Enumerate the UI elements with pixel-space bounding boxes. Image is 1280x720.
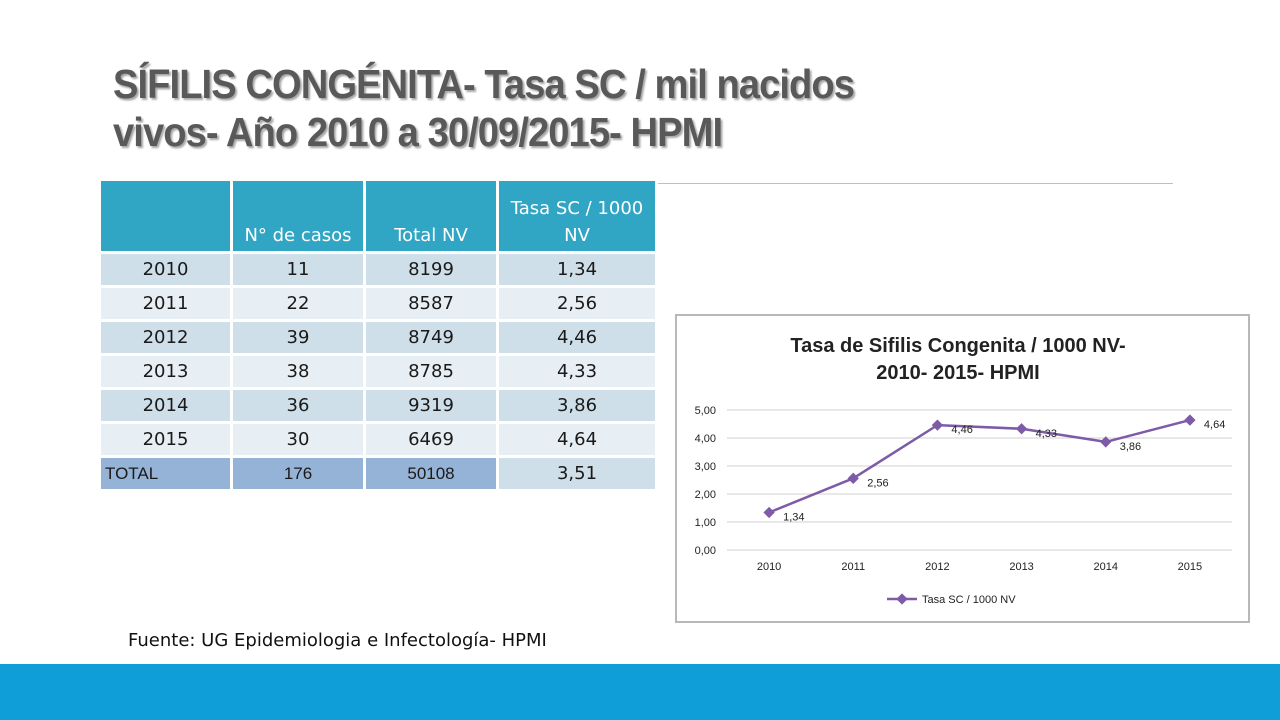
x-tick-label: 2011: [841, 561, 866, 573]
y-tick-label: 5,00: [694, 405, 716, 417]
table-total-row: [101, 458, 658, 492]
y-tick-label: 2,00: [694, 489, 716, 501]
x-tick-label: 2013: [1009, 561, 1034, 573]
total-rate: 3,51: [499, 458, 658, 492]
total-cases: 176: [233, 458, 366, 492]
data-label: 4,64: [1203, 419, 1226, 432]
y-tick-label: 3,00: [694, 461, 716, 473]
cell-rate: 1,34: [499, 254, 658, 288]
data-point: [1184, 414, 1195, 425]
cell-cases: 11: [233, 254, 366, 288]
cell-total-nv: 8587: [366, 288, 499, 322]
x-tick-label: 2014: [1093, 561, 1118, 573]
cases-table: [101, 181, 658, 492]
total-label: TOTAL: [101, 458, 233, 492]
cell-rate: 2,56: [499, 288, 658, 322]
table-row: [101, 254, 658, 288]
header-cell-total-nv: Total NV: [366, 181, 499, 254]
line-chart-svg: [677, 316, 1248, 621]
cell-year: 2010: [101, 254, 233, 288]
cell-year: 2015: [101, 424, 233, 458]
slide-title: [113, 60, 1099, 156]
cell-total-nv: 6469: [366, 424, 499, 458]
table-row: [101, 424, 658, 458]
chart-title-line-2: 2010- 2015- HPMI: [876, 362, 1040, 384]
cell-cases: 38: [233, 356, 366, 390]
data-label: 4,46: [951, 424, 973, 437]
x-tick-label: 2012: [925, 561, 950, 573]
data-label: 2,56: [867, 477, 889, 490]
cell-total-nv: 9319: [366, 390, 499, 424]
cell-year: 2013: [101, 356, 233, 390]
y-tick-label: 0,00: [694, 545, 716, 557]
cell-year: 2014: [101, 390, 233, 424]
cell-total-nv: 8199: [366, 254, 499, 288]
cell-cases: 22: [233, 288, 366, 322]
cell-total-nv: 8785: [366, 356, 499, 390]
legend-marker: [896, 593, 907, 604]
data-point: [763, 507, 774, 518]
total-nv: 50108: [366, 458, 499, 492]
y-tick-label: 4,00: [694, 433, 716, 445]
y-tick-label: 1,00: [694, 517, 716, 529]
slide-title-line-1: SÍFILIS CONGÉNITA- Tasa SC / mil nacidos: [113, 61, 855, 107]
data-point: [1016, 423, 1027, 434]
table-row: [101, 322, 658, 356]
cell-cases: 39: [233, 322, 366, 356]
slide-title-line-2: vivos- Año 2010 a 30/09/2015- HPMI: [113, 109, 723, 155]
line-chart: [675, 314, 1250, 623]
header-cell-year: [101, 181, 233, 254]
header-cell-cases: N° de casos: [233, 181, 366, 254]
table-row: [101, 288, 658, 322]
cell-rate: 4,64: [499, 424, 658, 458]
chart-title-line-1: Tasa de Sifilis Congenita / 1000 NV-: [790, 335, 1126, 357]
cell-total-nv: 8749: [366, 322, 499, 356]
table-row: [101, 356, 658, 390]
data-label: 3,86: [1119, 440, 1142, 453]
header-cell-rate: Tasa SC / 1000 NV: [499, 181, 658, 254]
source-note: Fuente: UG Epidemiologia e Infectología- HPMI: [128, 630, 547, 651]
table-header-row: [101, 181, 658, 254]
x-tick-label: 2015: [1177, 561, 1203, 573]
cell-year: 2011: [101, 288, 233, 322]
cell-rate: 3,86: [499, 390, 658, 424]
x-tick-label: 2010: [756, 561, 782, 573]
cell-rate: 4,46: [499, 322, 658, 356]
cell-year: 2012: [101, 322, 233, 356]
cell-cases: 30: [233, 424, 366, 458]
table-row: [101, 390, 658, 424]
cell-rate: 4,33: [499, 356, 658, 390]
data-label: 4,33: [1035, 427, 1058, 440]
legend-label: Tasa SC / 1000 NV: [922, 594, 1016, 606]
footer-bar: [0, 664, 1280, 720]
data-label: 1,34: [783, 511, 805, 524]
cell-cases: 36: [233, 390, 366, 424]
